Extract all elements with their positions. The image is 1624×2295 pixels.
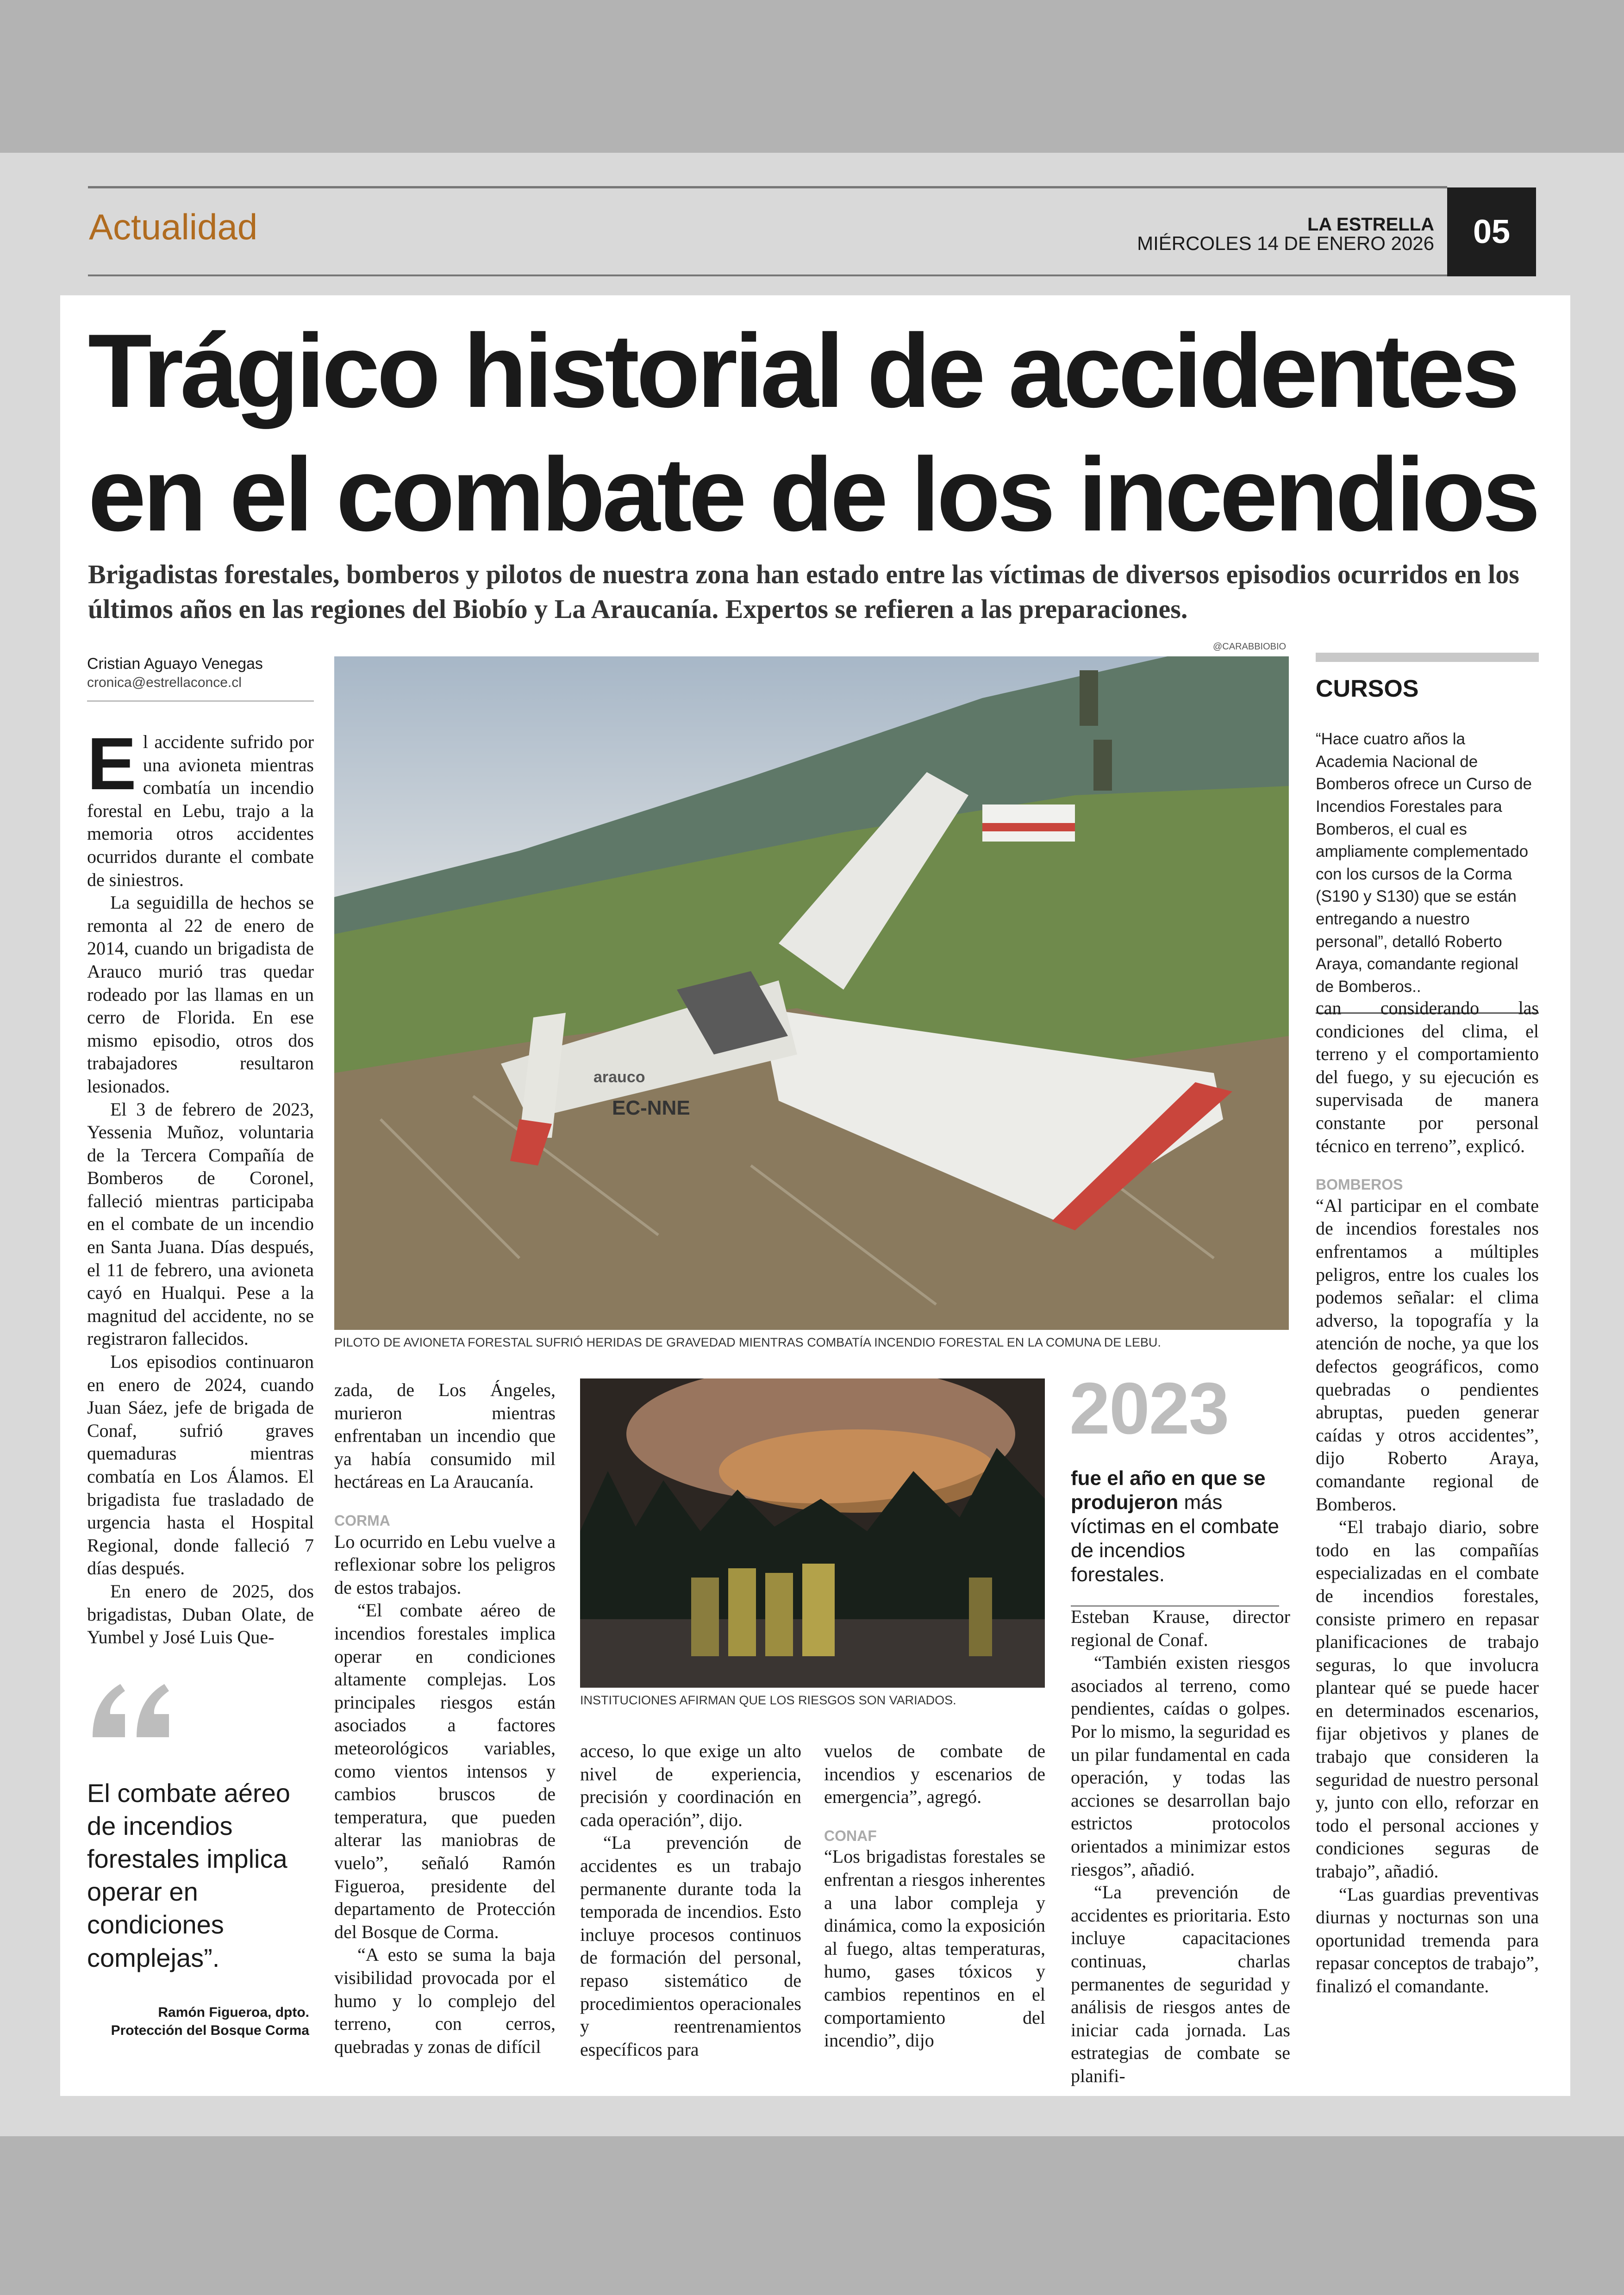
paragraph: “A esto se suma la baja visibilidad provocada por el humo y lo complejo del terreno, con cerros, quebradas y zonas de difícil bbox=[334, 1944, 556, 2057]
firefighter bbox=[969, 1578, 992, 1656]
article-column-3 bbox=[580, 1740, 801, 2061]
paragraph: Los episodios continuaron en enero de 2024, cuando Juan Sáez, jefe de brigada de Conaf, sufrió graves quemaduras mientras combatía en Los Álamos. El brigadista fue trasladado de urgencia hasta el Hospital Regional, donde falleció 7 días después. bbox=[87, 1351, 314, 1579]
paragraph: acceso, lo que exige un alto nivel de experiencia, precisión y coordinación en cada operación”, dijo. bbox=[580, 1740, 801, 1830]
firefighter bbox=[728, 1568, 756, 1656]
sidebar-title: CURSOS bbox=[1316, 675, 1419, 702]
plane-label-text: arauco bbox=[593, 1068, 645, 1086]
paragraph: vuelos de combate de incendios y escenarios de emergencia”, agregó. bbox=[824, 1740, 1045, 1808]
byline bbox=[87, 654, 314, 702]
paragraph: “El combate aéreo de incendios forestales implica operar en condiciones altamente complejas. Los principales riesgos están asociados a factores meteorológicos variables, como vientos intensos y cambios bruscos de temperatura, que pueden alterar las maniobras de vuelo”, señaló Ramón Figueroa, presidente del departamento de Protección del Bosque de Corma. bbox=[334, 1600, 556, 1942]
deck: Brigadistas forestales, bomberos y pilotos de nuestra zona han estado entre las víctimas de diversos episodios ocurridos en los últimos años en las regiones del Biobío y La Araucanía. Expertos se refieren a las preparaciones. bbox=[88, 559, 1519, 624]
article-column-2 bbox=[334, 1378, 556, 2058]
headline-line-1: Trágico historial de accidentes bbox=[88, 312, 1517, 429]
subhead-corma: CORMA bbox=[334, 1512, 390, 1529]
paragraph: can considerando las condiciones del clima, el terreno y el comportamiento del fuego, y su ejecución es supervisada de manera constante por personal técnico en terreno”, explicó. bbox=[1316, 998, 1539, 1156]
article-panel bbox=[60, 295, 1570, 2096]
paragraph: En enero de 2025, dos brigadistas, Duban Olate, de Yumbel y José Luis Que- bbox=[87, 1580, 314, 1648]
author-name: Cristian Aguayo Venegas bbox=[87, 655, 263, 673]
paragraph: El 3 de febrero de 2023, Yessenia Muñoz, voluntaria de la Tercera Compañía de Bomberos de Coronel, falleció mientras participaba en el combate de un incendio en Santa Juana. Días después, el 11 de febrero, una avioneta cayó en Hualqui. Pese a la magnitud del accidente, no se registraron fallecidos. bbox=[87, 1098, 314, 1349]
photo-credit: @CARABBIOBIO bbox=[1213, 642, 1287, 652]
sidebar-rule bbox=[1316, 653, 1539, 662]
page-number: 05 bbox=[1447, 187, 1536, 276]
plane-crash-illustration bbox=[334, 656, 1289, 1330]
header-bottom-rule bbox=[88, 274, 1447, 276]
subhead-bomberos: BOMBEROS bbox=[1316, 1176, 1403, 1193]
paragraph: “El trabajo diario, sobre todo en las compañías especializadas en el combate de incendios forestales, consiste primero en repasar planificaciones de trabajo seguras, lo que involucra plantear qué se puede hacer en determinados escenarios, fijar objetivos y planes de trabajo que consideren la seguridad de nuestro personal y, junto con ello, reforzar en todo el personal acciones y condiciones seguras de trabajo”, añadió. bbox=[1316, 1516, 1539, 1882]
headline-line-2: en el combate de los incendios bbox=[88, 435, 1537, 553]
headline bbox=[88, 309, 1551, 556]
article-column-1 bbox=[87, 722, 314, 1649]
paragraph: La seguidilla de hechos se remonta al 22 de enero de 2014, cuando un brigadista de Arauco murió tras quedar rodeado por las llamas en un cerro de Florida. En ese mismo episodio, otros dos trabajadores resultaron lesionados. bbox=[87, 892, 314, 1097]
article-column-6 bbox=[1316, 997, 1539, 1998]
lead-paragraph: El accidente sufrido por una avioneta mientras combatía un incendio forestal en Lebu, trajo a la memoria otros accidentes ocurridos durante el combate de siniestros. bbox=[87, 722, 314, 890]
stat-text: más víctimas en el combate de incendios forestales. bbox=[1071, 1491, 1279, 1586]
person-silhouette bbox=[1093, 740, 1112, 791]
paragraph: Esteban Krause, director regional de Conaf. bbox=[1071, 1606, 1290, 1650]
main-photo-plane-crash bbox=[334, 656, 1289, 1330]
firefighters-illustration bbox=[580, 1378, 1045, 1688]
pull-quote: El combate aéreo de incendios forestales implica operar en condiciones complejas”. bbox=[87, 1778, 290, 1972]
firefighter bbox=[691, 1578, 719, 1656]
subhead-conaf: CONAF bbox=[824, 1827, 877, 1844]
stat-description bbox=[1071, 1466, 1279, 1607]
paragraph: “La prevención de accidentes es un trabajo permanente durante toda la temporada de incendios. Esto incluye procesos continuos de formación del personal, repaso sistemático de procedimientos operacionales y reentrenamientos específicos para bbox=[580, 1832, 801, 2060]
firefighter bbox=[802, 1564, 835, 1656]
paragraph: “La prevención de accidentes es prioritaria. Esto incluye capacitaciones continuas, charlas permanentes de seguridad y análisis de riesgos antes de iniciar cada jornada. Las estrategias de combate se planifi- bbox=[1071, 1882, 1290, 2086]
paragraph: Lo ocurrido en Lebu vuelve a reflexionar sobre los peligros de estos trabajos. bbox=[334, 1531, 556, 1598]
paragraph: “También existen riesgos asociados al terreno, como pendientes, caídas o golpes. Por lo mismo, la seguridad es un pilar fundamental en cada operación, y todas las acciones se desarrollan bajo estrictos protocolos orientados a minimizar estos riesgos”, añadió. bbox=[1071, 1652, 1290, 1880]
main-photo-caption: PILOTO DE AVIONETA FORESTAL SUFRIÓ HERIDAS DE GRAVEDAD MIENTRAS COMBATÍA INCENDIO FORESTAL EN LA COMUNA DE LEBU. bbox=[334, 1335, 1161, 1349]
person-silhouette bbox=[1080, 670, 1098, 726]
masthead bbox=[1137, 215, 1434, 253]
plane-registration: EC-NNE bbox=[612, 1097, 690, 1119]
paragraph: “Las guardias preventivas diurnas y nocturnas son una oportunidad tremenda para repasar conceptos de trabajo”, finalizó el comandante. bbox=[1316, 1883, 1539, 1997]
header-top-rule bbox=[88, 186, 1447, 188]
paragraph: zada, de Los Ángeles, murieron mientras enfrentaban un incendio que ya había consumido mil hectáreas en La Araucanía. bbox=[334, 1379, 556, 1492]
firefighter bbox=[765, 1573, 793, 1656]
sidebar-text: “Hace cuatro años la Academia Nacional de Bomberos ofrece un Curso de Incendios Forestales para Bomberos, el cual es ampliamente complementado con los cursos de la Corma (S190 y S130) que se están entregando a nuestro personal”, detalló Roberto Araya, comandante regional de Bomberos.. bbox=[1316, 728, 1539, 1014]
stat-year: 2023 bbox=[1069, 1368, 1229, 1449]
stat-bold-text: fue el año en que se produjeron bbox=[1071, 1467, 1266, 1514]
paragraph: “Al participar en el combate de incendios forestales nos enfrentamos a múltiples peligros, entre los cuales los podemos señalar: el clima adverso, la topografía y la atención de noche, ya que los defectos geográficos, como quebradas o pendientes abruptas, pueden generar caídas y otros accidentes”, dijo Roberto Araya, comandante regional de Bomberos. bbox=[1316, 1195, 1539, 1515]
section-label: Actualidad bbox=[89, 206, 258, 247]
article-column-4 bbox=[824, 1740, 1045, 2052]
pull-quote-attribution: Ramón Figueroa, dpto. Protección del Bosque Corma bbox=[111, 2005, 309, 2038]
firefighters-photo bbox=[580, 1378, 1045, 1688]
fire-glow bbox=[719, 1429, 997, 1513]
quote-mark-icon bbox=[88, 1682, 181, 1742]
newspaper-name: LA ESTRELLA bbox=[1307, 214, 1434, 235]
paragraph: “Los brigadistas forestales se enfrentan a riesgos inherentes a una labor compleja y dinámica, como la exposición al fuego, altas temperaturas, humo, gases tóxicos y cambios repentinos en el comportamiento del incendio”, dijo bbox=[824, 1846, 1045, 2051]
issue-date: MIÉRCOLES 14 DE ENERO 2026 bbox=[1137, 232, 1434, 254]
small-photo-caption: INSTITUCIONES AFIRMAN QUE LOS RIESGOS SON VARIADOS. bbox=[580, 1693, 956, 1707]
drop-cap: E bbox=[87, 722, 137, 805]
article-column-5 bbox=[1071, 1605, 1290, 2087]
author-email: cronica@estrellaconce.cl bbox=[87, 674, 242, 690]
